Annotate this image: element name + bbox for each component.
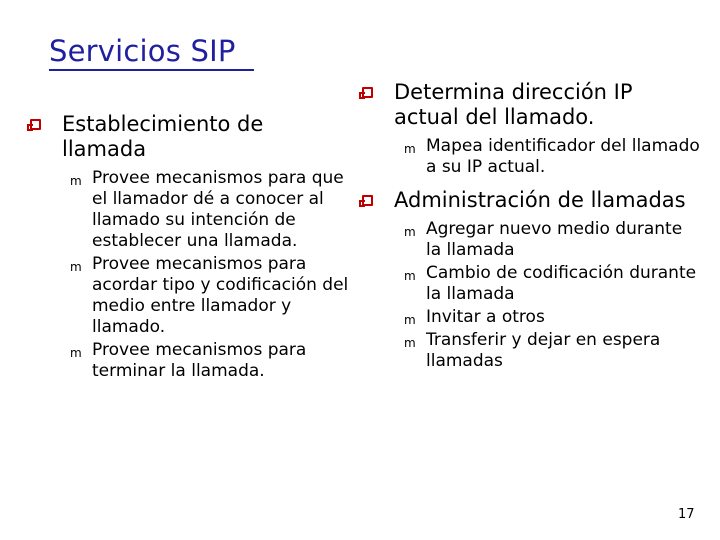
slide-title: Servicios SIP xyxy=(49,34,236,68)
sub-bullet-text: Agregar nuevo medio durante la llamada xyxy=(426,219,683,260)
bullet-text: Establecimiento de llamada xyxy=(62,112,264,161)
bullet-administracion xyxy=(362,188,702,213)
bullet-determina xyxy=(362,80,702,130)
sub-bullet-text: Transferir y dejar en espera llamadas xyxy=(426,330,661,371)
sub-bullet-text: Invitar a otros xyxy=(426,307,545,327)
sub-bullet-item xyxy=(394,307,702,328)
sub-bullet-text: Cambio de codificación durante la llamada xyxy=(426,263,697,304)
square-bullet-icon xyxy=(30,119,41,130)
sub-bullet-item xyxy=(394,263,702,305)
sub-bullet-item xyxy=(60,168,350,252)
square-bullet-icon xyxy=(362,87,373,98)
left-column xyxy=(30,112,350,392)
m-bullet-icon: m xyxy=(404,336,416,350)
sub-bullet-item xyxy=(394,136,702,178)
bullet-establecimiento xyxy=(30,112,350,162)
sub-bullet-text: Provee mecanismos para terminar la llamada. xyxy=(92,340,307,381)
page-number: 17 xyxy=(678,507,695,522)
sub-bullet-text: Mapea identificador del llamado a su IP actual. xyxy=(426,136,700,177)
sub-bullet-text: Provee mecanismos para que el llamador dé a conocer al llamado su intención de establecer una llamada. xyxy=(92,168,344,251)
bullet-text: Determina dirección IP actual del llamado. xyxy=(394,80,633,129)
sub-bullet-item xyxy=(60,340,350,382)
m-bullet-icon: m xyxy=(70,260,82,274)
m-bullet-icon: m xyxy=(404,225,416,239)
bullet-text: Administración de llamadas xyxy=(394,188,686,212)
m-bullet-icon: m xyxy=(404,269,416,283)
sub-bullet-text: Provee mecanismos para acordar tipo y codificación del medio entre llamador y llamado. xyxy=(92,254,349,337)
m-bullet-icon: m xyxy=(404,313,416,327)
sub-bullet-item xyxy=(60,254,350,338)
sub-bullet-item xyxy=(394,219,702,261)
sub-bullet-list xyxy=(362,219,702,372)
title-underline xyxy=(49,69,254,71)
m-bullet-icon: m xyxy=(70,346,82,360)
right-column xyxy=(362,80,702,382)
sub-bullet-item xyxy=(394,330,702,372)
square-bullet-icon xyxy=(362,195,373,206)
sub-bullet-list xyxy=(30,168,350,382)
m-bullet-icon: m xyxy=(70,174,82,188)
sub-bullet-list xyxy=(362,136,702,178)
m-bullet-icon: m xyxy=(404,142,416,156)
